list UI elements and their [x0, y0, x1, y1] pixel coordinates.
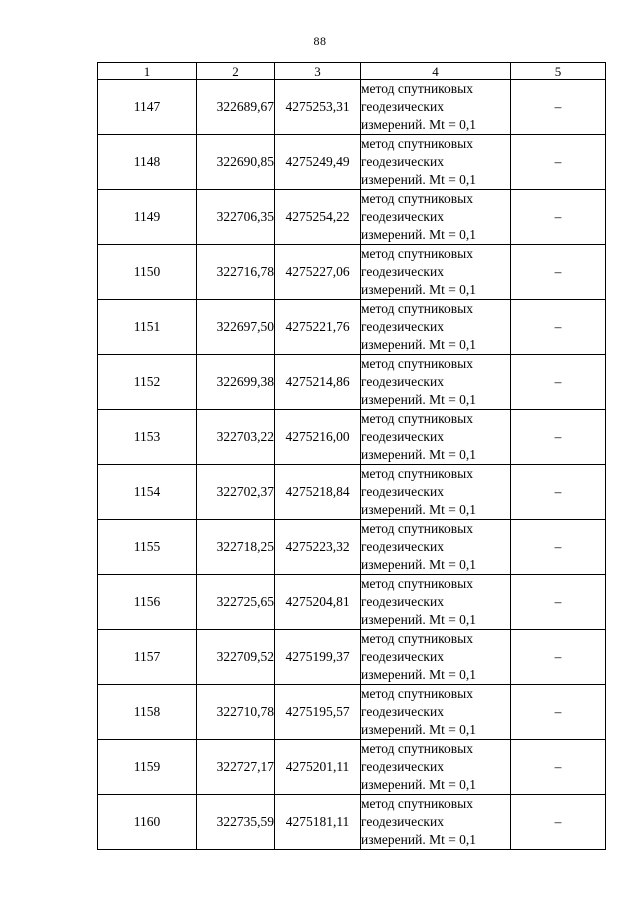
- method-cell: метод спутниковых геодезических измерений. Mt = 0,1: [361, 80, 511, 135]
- point-number-cell: 1160: [98, 795, 197, 850]
- table-row: [98, 795, 606, 850]
- y-coordinate-cell: 4275249,49: [275, 135, 361, 190]
- column-header-x: 2: [197, 63, 275, 80]
- note-cell: –: [511, 520, 606, 575]
- y-coordinate-cell: 4275201,11: [275, 740, 361, 795]
- method-cell: метод спутниковых геодезических измерений. Mt = 0,1: [361, 740, 511, 795]
- table-body: [98, 80, 606, 850]
- column-header-number: 1: [98, 63, 197, 80]
- point-number-cell: 1149: [98, 190, 197, 245]
- x-coordinate-cell: 322702,37: [197, 465, 275, 520]
- note-cell: –: [511, 190, 606, 245]
- column-header-note: 5: [511, 63, 606, 80]
- note-cell: –: [511, 795, 606, 850]
- note-cell: –: [511, 245, 606, 300]
- note-cell: –: [511, 630, 606, 685]
- table-row: [98, 630, 606, 685]
- point-number-cell: 1151: [98, 300, 197, 355]
- table-header-row: [98, 63, 606, 80]
- method-cell: метод спутниковых геодезических измерений. Mt = 0,1: [361, 685, 511, 740]
- y-coordinate-cell: 4275254,22: [275, 190, 361, 245]
- x-coordinate-cell: 322725,65: [197, 575, 275, 630]
- method-cell: метод спутниковых геодезических измерений. Mt = 0,1: [361, 630, 511, 685]
- point-number-cell: 1155: [98, 520, 197, 575]
- x-coordinate-cell: 322697,50: [197, 300, 275, 355]
- point-number-cell: 1154: [98, 465, 197, 520]
- point-number-cell: 1153: [98, 410, 197, 465]
- y-coordinate-cell: 4275216,00: [275, 410, 361, 465]
- y-coordinate-cell: 4275253,31: [275, 80, 361, 135]
- method-cell: метод спутниковых геодезических измерений. Mt = 0,1: [361, 355, 511, 410]
- method-cell: метод спутниковых геодезических измерений. Mt = 0,1: [361, 575, 511, 630]
- note-cell: –: [511, 300, 606, 355]
- x-coordinate-cell: 322718,25: [197, 520, 275, 575]
- x-coordinate-cell: 322710,78: [197, 685, 275, 740]
- point-number-cell: 1148: [98, 135, 197, 190]
- point-number-cell: 1152: [98, 355, 197, 410]
- y-coordinate-cell: 4275218,84: [275, 465, 361, 520]
- x-coordinate-cell: 322699,38: [197, 355, 275, 410]
- note-cell: –: [511, 135, 606, 190]
- method-cell: метод спутниковых геодезических измерений. Mt = 0,1: [361, 245, 511, 300]
- method-cell: метод спутниковых геодезических измерений. Mt = 0,1: [361, 300, 511, 355]
- table-row: [98, 80, 606, 135]
- note-cell: –: [511, 740, 606, 795]
- table-row: [98, 190, 606, 245]
- x-coordinate-cell: 322735,59: [197, 795, 275, 850]
- note-cell: –: [511, 575, 606, 630]
- table-row: [98, 355, 606, 410]
- method-cell: метод спутниковых геодезических измерений. Mt = 0,1: [361, 795, 511, 850]
- table-row: [98, 520, 606, 575]
- x-coordinate-cell: 322706,35: [197, 190, 275, 245]
- y-coordinate-cell: 4275227,06: [275, 245, 361, 300]
- column-header-method: 4: [361, 63, 511, 80]
- method-cell: метод спутниковых геодезических измерений. Mt = 0,1: [361, 520, 511, 575]
- x-coordinate-cell: 322716,78: [197, 245, 275, 300]
- coordinates-table: [97, 62, 606, 850]
- point-number-cell: 1157: [98, 630, 197, 685]
- note-cell: –: [511, 80, 606, 135]
- table-row: [98, 410, 606, 465]
- table-row: [98, 465, 606, 520]
- point-number-cell: 1159: [98, 740, 197, 795]
- x-coordinate-cell: 322709,52: [197, 630, 275, 685]
- note-cell: –: [511, 410, 606, 465]
- page-number: 88: [313, 34, 327, 48]
- y-coordinate-cell: 4275195,57: [275, 685, 361, 740]
- table-row: [98, 135, 606, 190]
- note-cell: –: [511, 355, 606, 410]
- method-cell: метод спутниковых геодезических измерений. Mt = 0,1: [361, 135, 511, 190]
- x-coordinate-cell: 322689,67: [197, 80, 275, 135]
- y-coordinate-cell: 4275181,11: [275, 795, 361, 850]
- point-number-cell: 1156: [98, 575, 197, 630]
- note-cell: –: [511, 465, 606, 520]
- y-coordinate-cell: 4275214,86: [275, 355, 361, 410]
- y-coordinate-cell: 4275199,37: [275, 630, 361, 685]
- table-row: [98, 685, 606, 740]
- table-row: [98, 740, 606, 795]
- method-cell: метод спутниковых геодезических измерений. Mt = 0,1: [361, 410, 511, 465]
- table-row: [98, 575, 606, 630]
- method-cell: метод спутниковых геодезических измерений. Mt = 0,1: [361, 465, 511, 520]
- point-number-cell: 1158: [98, 685, 197, 740]
- column-header-y: 3: [275, 63, 361, 80]
- y-coordinate-cell: 4275221,76: [275, 300, 361, 355]
- note-cell: –: [511, 685, 606, 740]
- table-row: [98, 300, 606, 355]
- method-cell: метод спутниковых геодезических измерений. Mt = 0,1: [361, 190, 511, 245]
- x-coordinate-cell: 322703,22: [197, 410, 275, 465]
- table-row: [98, 245, 606, 300]
- y-coordinate-cell: 4275204,81: [275, 575, 361, 630]
- x-coordinate-cell: 322690,85: [197, 135, 275, 190]
- table-header: [98, 63, 606, 80]
- point-number-cell: 1150: [98, 245, 197, 300]
- y-coordinate-cell: 4275223,32: [275, 520, 361, 575]
- x-coordinate-cell: 322727,17: [197, 740, 275, 795]
- point-number-cell: 1147: [98, 80, 197, 135]
